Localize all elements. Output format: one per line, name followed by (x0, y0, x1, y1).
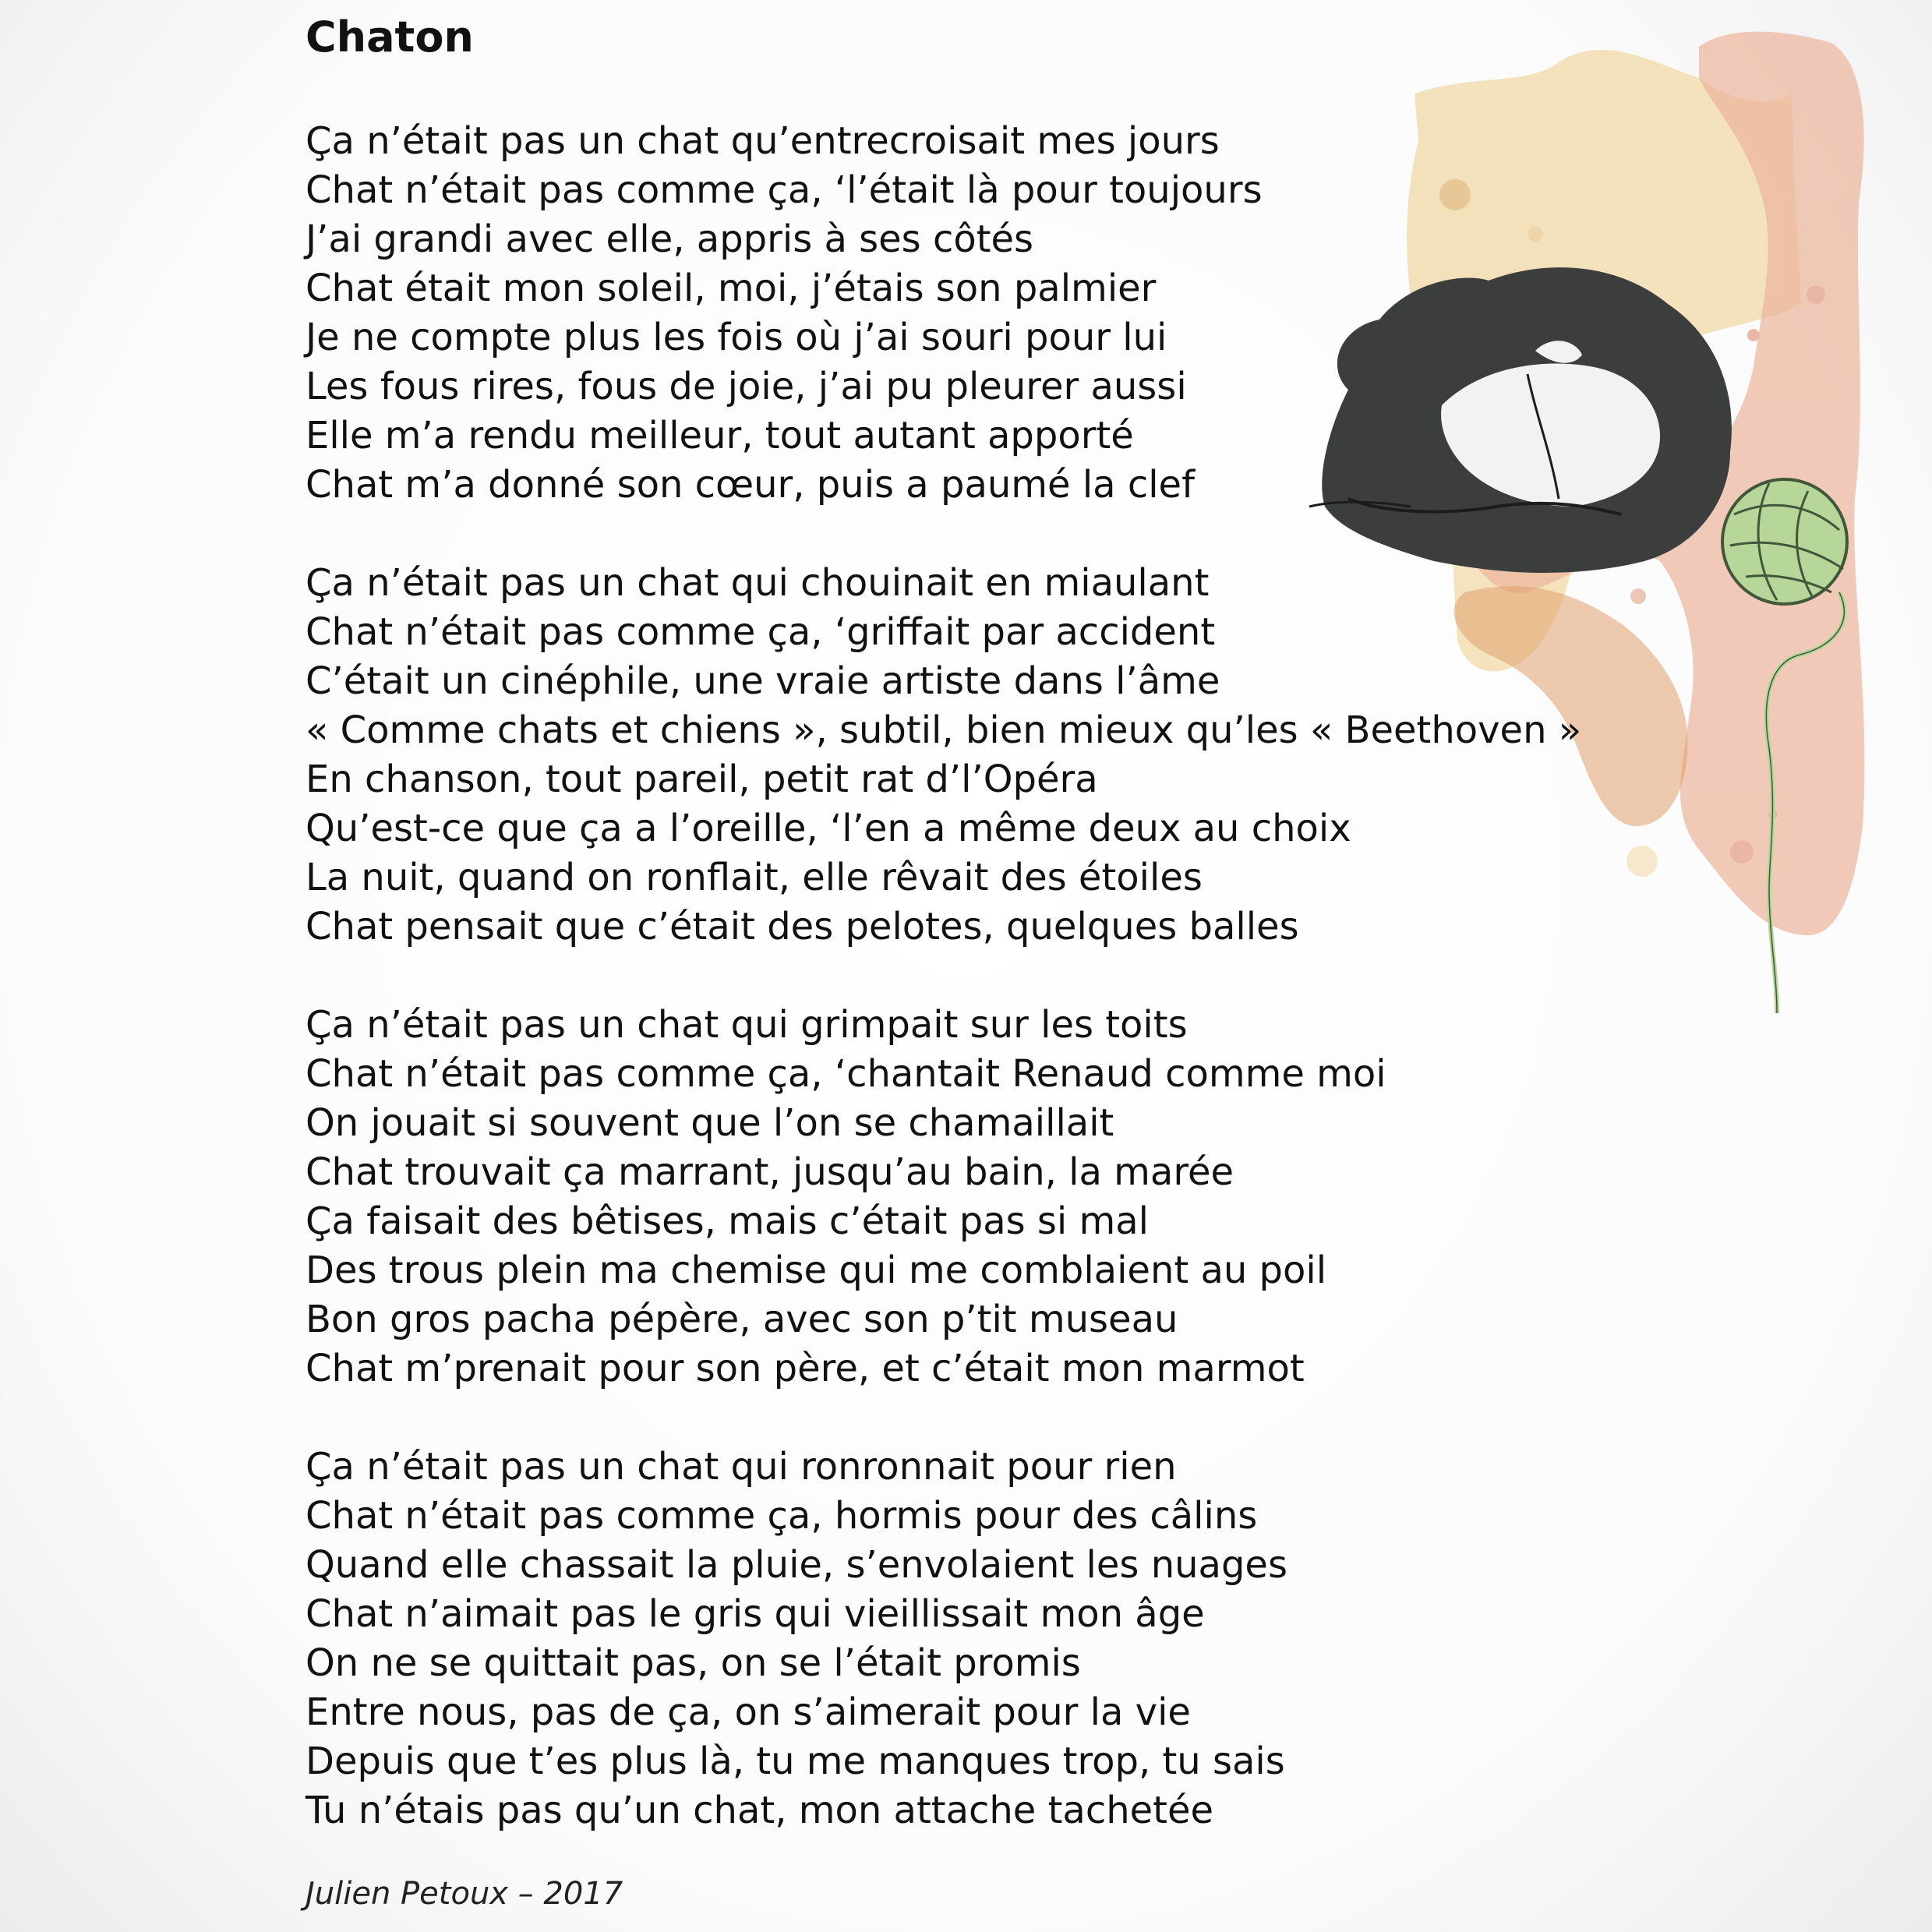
poem-line: Ça faisait des bêtises, mais c’était pas si mal (306, 1199, 1150, 1243)
poem-line: Chat n’était pas comme ça, ‘griffait par accident (306, 610, 1216, 654)
poem-line: Chat trouvait ça marrant, jusqu’au bain, la marée (306, 1150, 1234, 1194)
poem-line: Quand elle chassait la pluie, s’envolaient les nuages (306, 1543, 1287, 1587)
poem-title: Chaton (306, 12, 474, 62)
poem-line: Bon gros pacha pépère, avec son p’tit museau (306, 1298, 1178, 1341)
poem-line: J’ai grandi avec elle, appris à ses côtés (306, 217, 1034, 261)
poem-line: Qu’est-ce que ça a l’oreille, ‘l’en a même deux au choix (306, 807, 1351, 850)
poem-line: Je ne compte plus les fois où j’ai souri pour lui (306, 316, 1167, 359)
poem-line: En chanson, tout pareil, petit rat d’l’Opéra (306, 758, 1098, 801)
poem-line: Des trous plein ma chemise qui me comblaient au poil (306, 1249, 1327, 1292)
poem-line: Entre nous, pas de ça, on s’aimerait pour la vie (306, 1690, 1191, 1734)
poem-line: Tu n’étais pas qu’un chat, mon attache tachetée (306, 1789, 1214, 1832)
poem-line: On jouait si souvent que l’on se chamaillait (306, 1101, 1114, 1145)
poem-line: On ne se quittait pas, on se l’était promis (306, 1641, 1081, 1685)
poem-line: Chat n’aimait pas le gris qui vieillissait mon âge (306, 1592, 1205, 1636)
poem (306, 6, 1708, 1884)
poem-line: Ça n’était pas un chat qui ronronnait pour rien (306, 1445, 1177, 1489)
poem-line: Chat n’était pas comme ça, hormis pour des câlins (306, 1494, 1258, 1538)
stanza-3 (306, 1001, 1708, 1393)
poem-line: « Comme chats et chiens », subtil, bien mieux qu’les « Beethoven » (306, 708, 1582, 752)
poem-line: La nuit, quand on ronflait, elle rêvait des étoiles (306, 856, 1203, 899)
poem-line: Chat m’prenait pour son père, et c’était mon marmot (306, 1347, 1305, 1390)
poem-line: Ça n’était pas un chat qui grimpait sur les toits (306, 1003, 1188, 1047)
poem-line: Chat était mon soleil, moi, j’étais son palmier (306, 267, 1157, 310)
poem-line: Chat pensait que c’était des pelotes, quelques balles (306, 905, 1299, 948)
poem-line: Ça n’était pas un chat qu’entrecroisait mes jours (306, 119, 1220, 163)
stanza-1 (306, 117, 1708, 510)
poem-line: C’était un cinéphile, une vraie artiste dans l’âme (306, 659, 1220, 703)
poem-line: Depuis que t’es plus là, tu me manques trop, tu sais (306, 1740, 1285, 1783)
author-signature: Julien Petoux – 2017 (306, 1876, 623, 1912)
poem-line: Ça n’était pas un chat qui chouinait en miaulant (306, 561, 1210, 605)
yarn-ball (1722, 479, 1847, 604)
poem-line: Chat n’était pas comme ça, ‘l’était là pour toujours (306, 168, 1263, 212)
poem-line: Les fous rires, fous de joie, j’ai pu pleurer aussi (306, 365, 1187, 408)
poem-line: Chat n’était pas comme ça, ‘chantait Renaud comme moi (306, 1052, 1386, 1096)
stanza-4 (306, 1443, 1708, 1835)
stanza-2 (306, 559, 1708, 952)
poem-line: Elle m’a rendu meilleur, tout autant apporté (306, 414, 1134, 457)
poem-line: Chat m’a donné son cœur, puis a paumé la clef (306, 463, 1195, 507)
